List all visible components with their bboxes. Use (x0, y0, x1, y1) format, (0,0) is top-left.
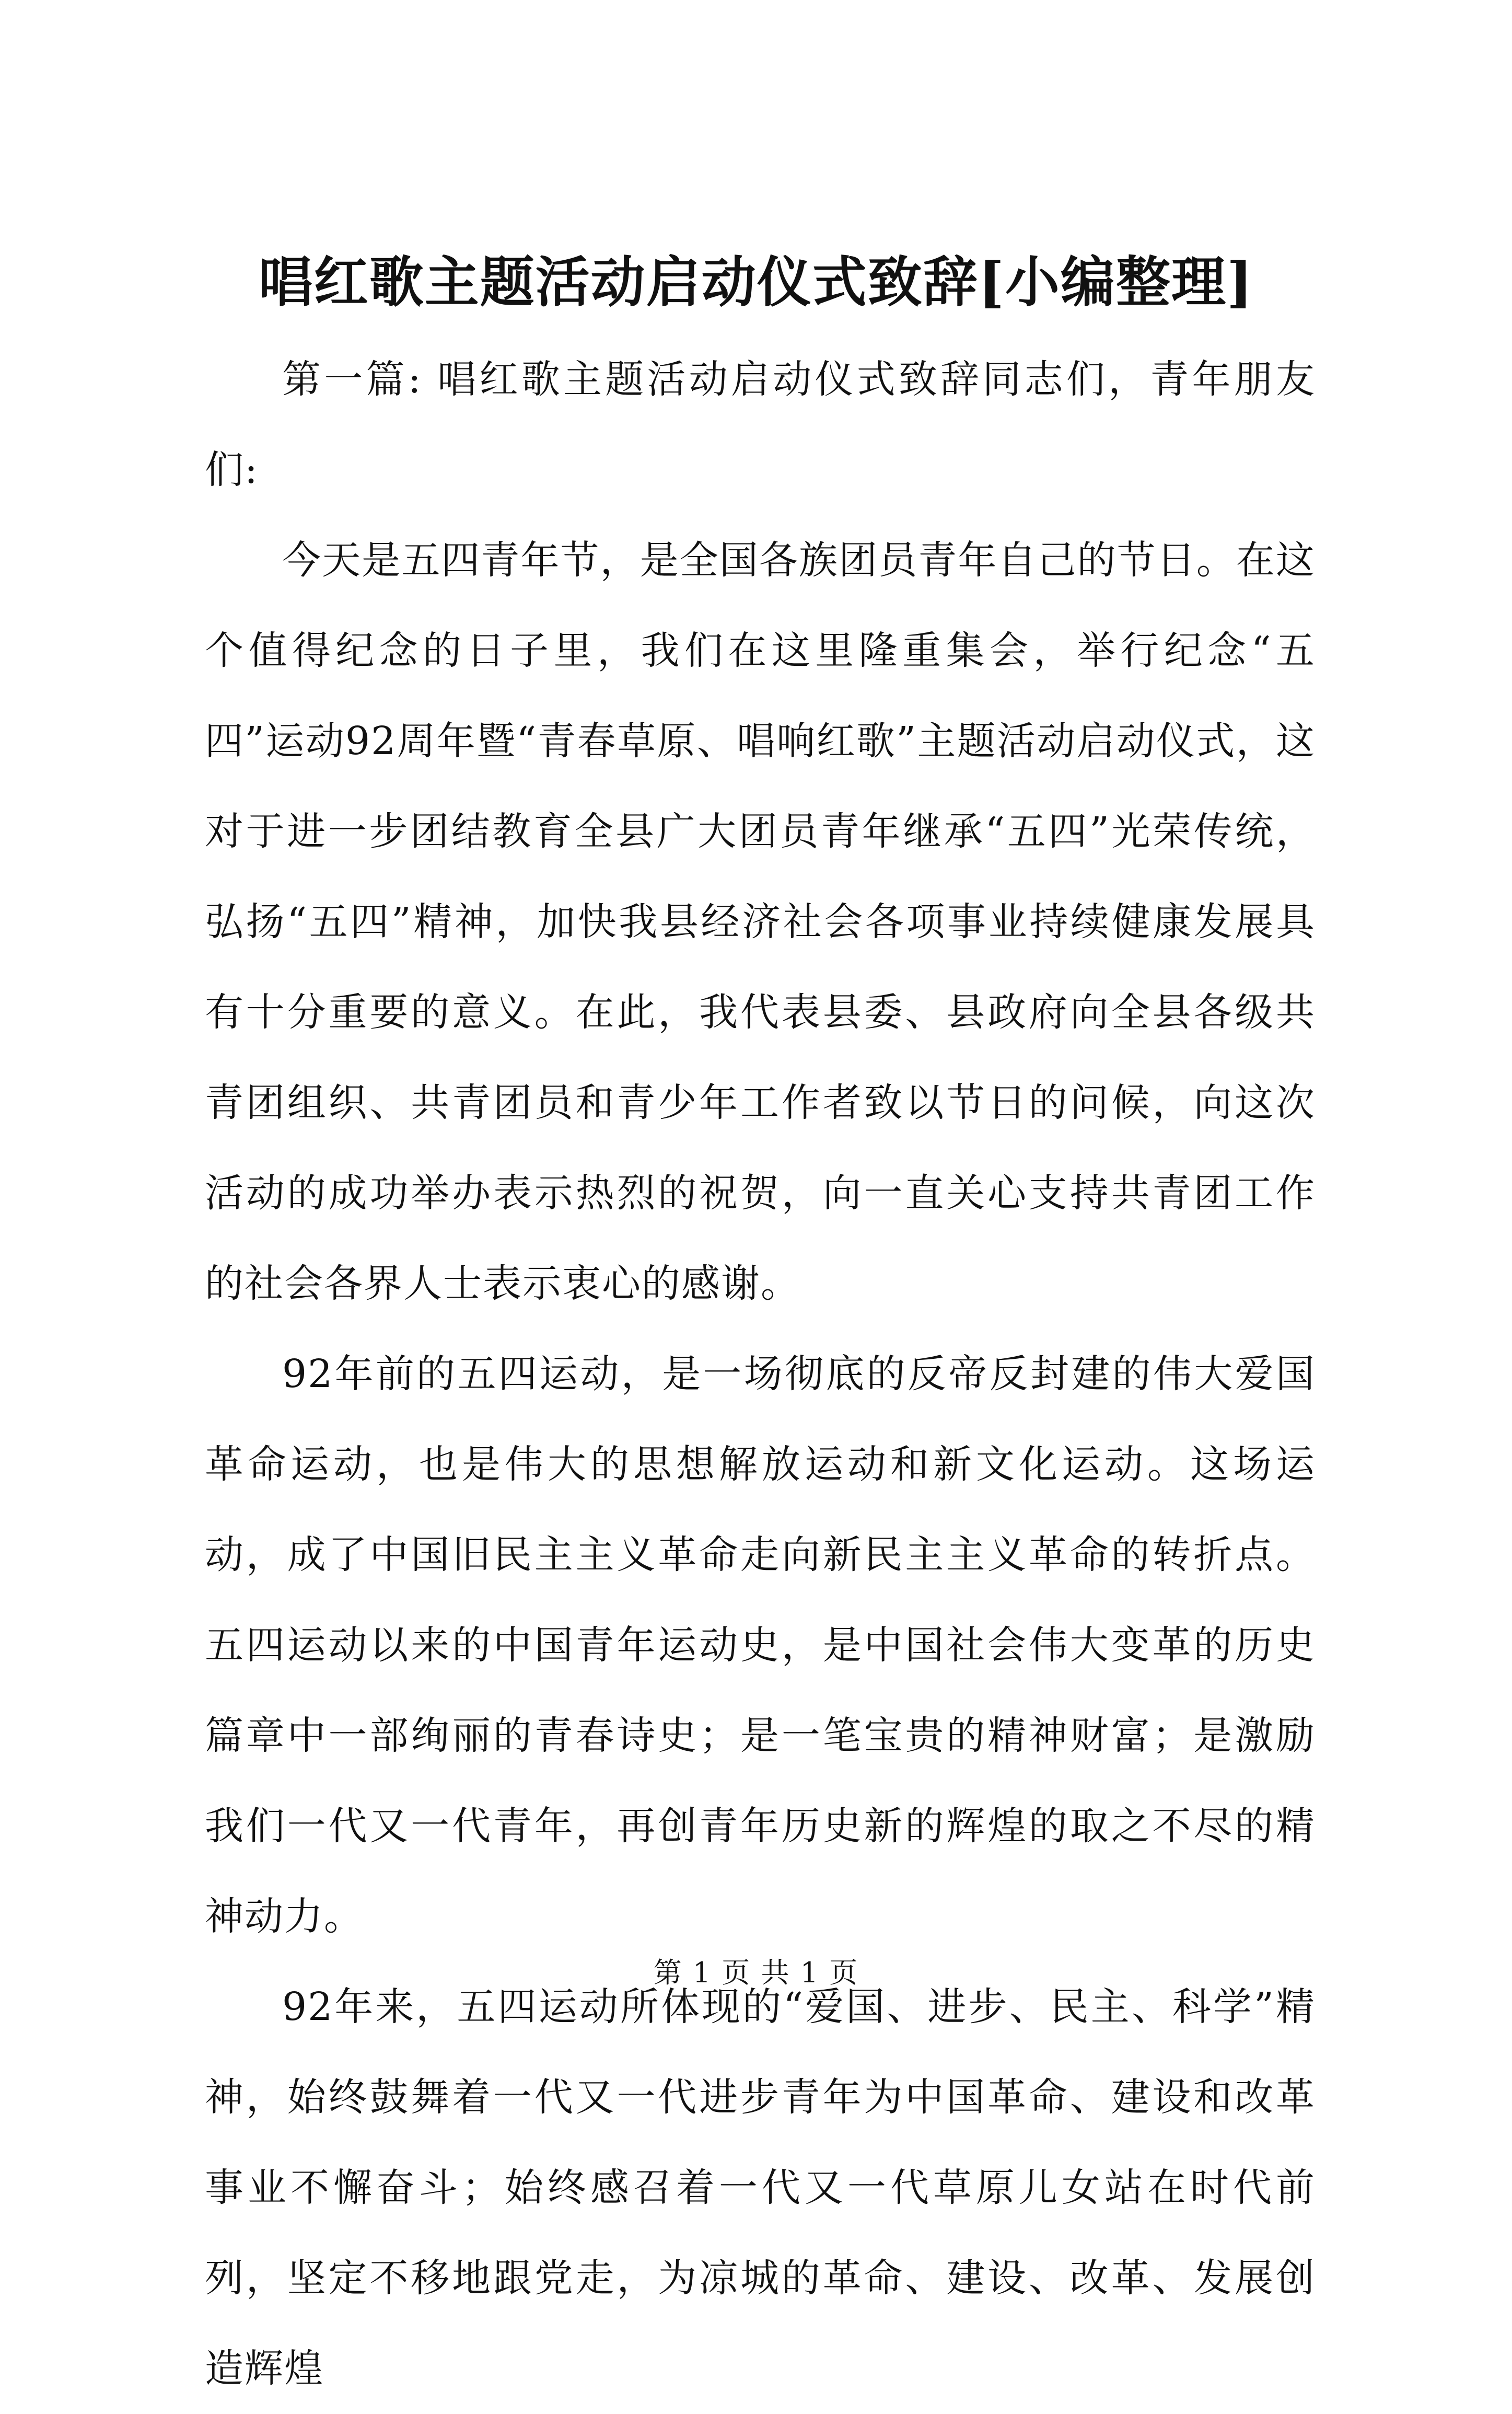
paragraph-intro: 第一篇: 唱红歌主题活动启动仪式致辞同志们，青年朋友们: (205, 357, 1316, 492)
document-body (205, 334, 1316, 2414)
paragraph-1: 今天是五四青年节，是全国各族团员青年自己的节日。在这个值得纪念的日子里，我们在这里隆重集会，举行纪念“五四”运动92周年暨“青春草原、唱响红歌”主题活动启动仪式，这对于进一步团结教育全县广大团员青年继承“五四”光荣传统，弘扬“五四”精神，加快我县经济社会各项事业持续健康发展具有十分重要的意义。在此，我代表县委、县政府向全县各级共青团组织、共青团员和青少年工作者致以节日的问候，向这次活动的成功举办表示热烈的祝贺，向一直关心支持共青团工作的社会各界人士表示衷心的感谢。 (205, 538, 1316, 1306)
paragraph-2: 92年前的五四运动，是一场彻底的反帝反封建的伟大爱国革命运动，也是伟大的思想解放运动和新文化运动。这场运动，成了中国旧民主主义革命走向新民主主义革命的转折点。五四运动以来的中国青年运动史，是中国社会伟大变革的历史篇章中一部绚丽的青春诗史；是一笔宝贵的精神财富；是激励我们一代又一代青年，再创青年历史新的辉煌的取之不尽的精神动力。 (205, 1352, 1316, 1939)
document-title: 唱红歌主题活动启动仪式致辞[小编整理] (258, 250, 1254, 314)
paragraph-3: 92年来，五四运动所体现的“爱国、进步、民主、科学”精神，始终鼓舞着一代又一代进步青年为中国革命、建设和改革事业不懈奋斗；始终感召着一代又一代草原儿女站在时代前列，坚定不移地跟党走，为凉城的革命、建设、改革、发展创造辉煌 (205, 1984, 1316, 2391)
page-footer: 第 1 页 共 1 页 (653, 1956, 859, 1989)
